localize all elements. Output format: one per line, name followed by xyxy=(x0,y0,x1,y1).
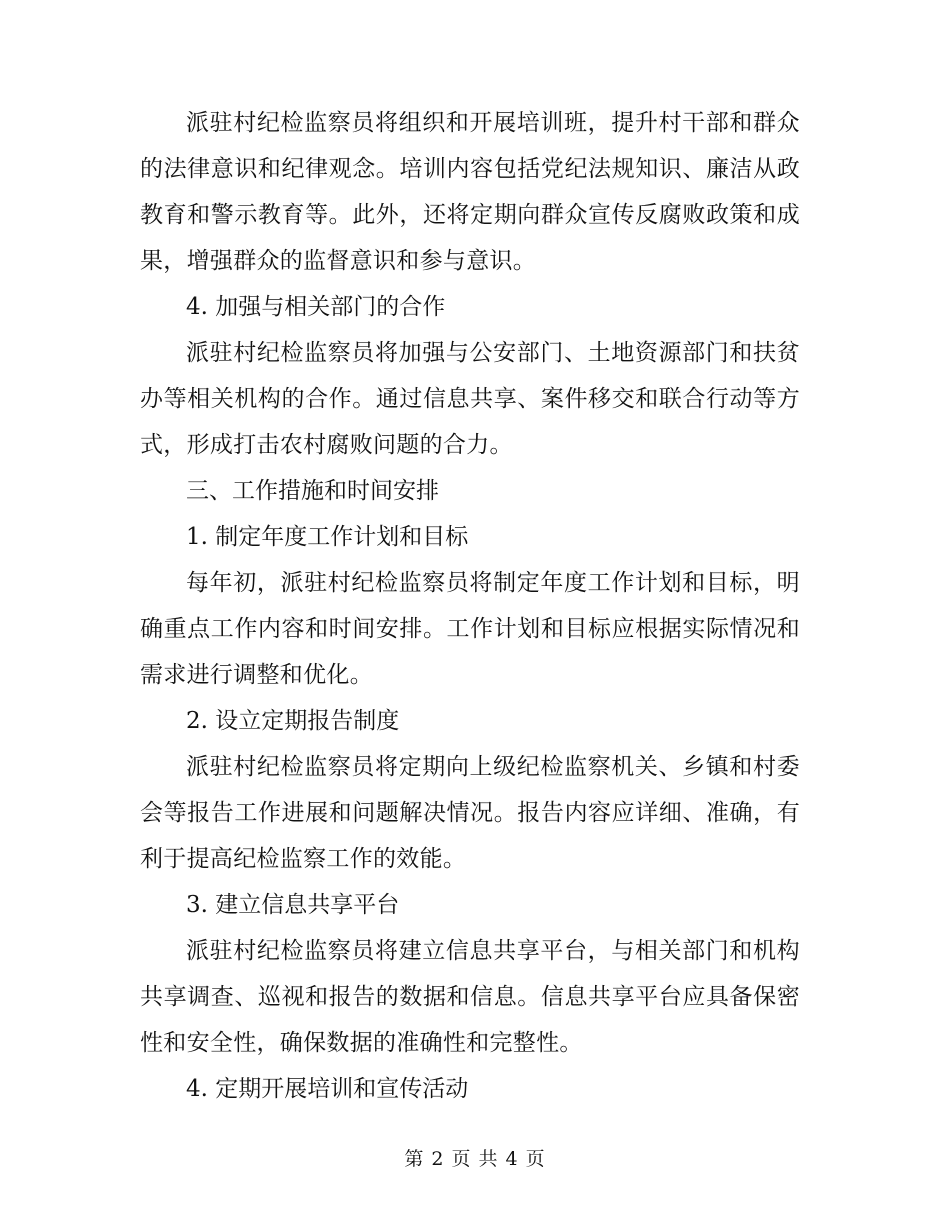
section-heading-measures: 三、工作措施和时间安排 xyxy=(186,478,439,504)
page-number-footer: 第 2 页 共 4 页 xyxy=(404,1148,546,1170)
heading-cooperation: 4. 加强与相关部门的合作 xyxy=(186,294,446,320)
heading-annual-plan: 1. 制定年度工作计划和目标 xyxy=(186,524,469,550)
heading-info-platform: 3. 建立信息共享平台 xyxy=(186,892,400,918)
paragraph-info-platform: 派驻村纪检监察员将建立信息共享平台，与相关部门和机构共享调查、巡视和报告的数据和信息。信息共享平台应具备保密性和安全性，确保数据的准确性和完整性。 xyxy=(140,938,800,1056)
paragraph-cooperation: 派驻村纪检监察员将加强与公安部门、土地资源部门和扶贫办等相关机构的合作。通过信息共享、案件移交和联合行动等方式，形成打击农村腐败问题的合力。 xyxy=(140,340,800,458)
paragraph-report-system: 派驻村纪检监察员将定期向上级纪检监察机关、乡镇和村委会等报告工作进展和问题解决情况。报告内容应详细、准确，有利于提高纪检监察工作的效能。 xyxy=(140,754,800,872)
paragraph-training: 派驻村纪检监察员将组织和开展培训班，提升村干部和群众的法律意识和纪律观念。培训内容包括党纪法规知识、廉洁从政教育和警示教育等。此外，还将定期向群众宣传反腐败政策和成果，增强群众的监督意识和参与意识。 xyxy=(140,110,800,274)
heading-report-system: 2. 设立定期报告制度 xyxy=(186,708,400,734)
paragraph-annual-plan: 每年初，派驻村纪检监察员将制定年度工作计划和目标，明确重点工作内容和时间安排。工作计划和目标应根据实际情况和需求进行调整和优化。 xyxy=(140,570,800,688)
heading-training-activities: 4. 定期开展培训和宣传活动 xyxy=(186,1076,469,1102)
document-body xyxy=(140,100,800,1112)
